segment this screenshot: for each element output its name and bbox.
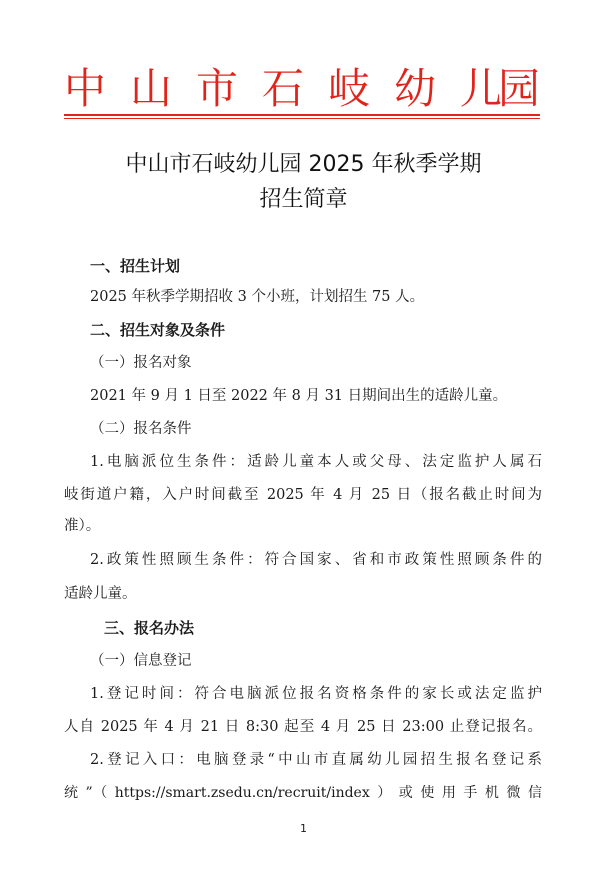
paragraph-line: 岐街道户籍，入户时间截至 2025 年 4 月 25 日（报名截止时间为 xyxy=(64,487,542,503)
page-number: 1 xyxy=(300,822,307,835)
letterhead-char: 市 xyxy=(196,64,239,113)
letterhead-char: 幼 xyxy=(394,64,437,113)
letterhead-char: 石 xyxy=(262,64,305,113)
section-heading-method: 三、报名办法 xyxy=(104,619,195,637)
paragraph-line: 人自 2025 年 4 月 21 日 8:30 起至 4 月 25 日 23:00 止登记报名。 xyxy=(64,719,542,735)
letterhead-rule-thin xyxy=(64,118,540,119)
letterhead-char: 中 xyxy=(64,64,107,113)
letterhead-char: 儿 xyxy=(460,64,503,113)
document-title: 中山市石岐幼儿园 2025 年秋季学期 xyxy=(125,152,482,177)
paragraph-line: 统”（https://smart.zsedu.cn/recruit/index）或使用手机微信 xyxy=(64,785,542,801)
letterhead-rule xyxy=(64,114,540,116)
paragraph: 2025 年秋季学期招收 3 个小班，计划招生 75 人。 xyxy=(90,289,425,305)
document-subtitle: 招生简章 xyxy=(259,187,348,212)
paragraph-line: 1.登记时间：符合电脑派位报名资格条件的家长或法定监护 xyxy=(90,686,542,702)
paragraph-line: 2.政策性照顾生条件：符合国家、省和市政策性照顾条件的 xyxy=(90,552,542,568)
paragraph-line: 2.登记入口：电脑登录“中山市直属幼儿园招生报名登记系 xyxy=(90,752,542,768)
letterhead-char: 山 xyxy=(130,64,173,113)
subheading: （一）信息登记 xyxy=(90,653,192,669)
subheading: （二）报名条件 xyxy=(90,421,192,437)
paragraph: 2021 年 9 月 1 日至 2022 年 8 月 31 日期间出生的适龄儿童。 xyxy=(90,388,508,404)
letterhead-char: 园 xyxy=(498,64,541,113)
paragraph-line: 准）。 xyxy=(64,518,101,534)
section-heading-eligibility: 二、招生对象及条件 xyxy=(90,321,226,339)
paragraph-line: 适龄儿童。 xyxy=(64,586,137,602)
paragraph-line: 1.电脑派位生条件：适龄儿童本人或父母、法定监护人属石 xyxy=(90,454,542,470)
section-heading-plan: 一、招生计划 xyxy=(90,257,181,275)
letterhead-char: 岐 xyxy=(328,64,371,113)
subheading: （一）报名对象 xyxy=(90,355,192,371)
